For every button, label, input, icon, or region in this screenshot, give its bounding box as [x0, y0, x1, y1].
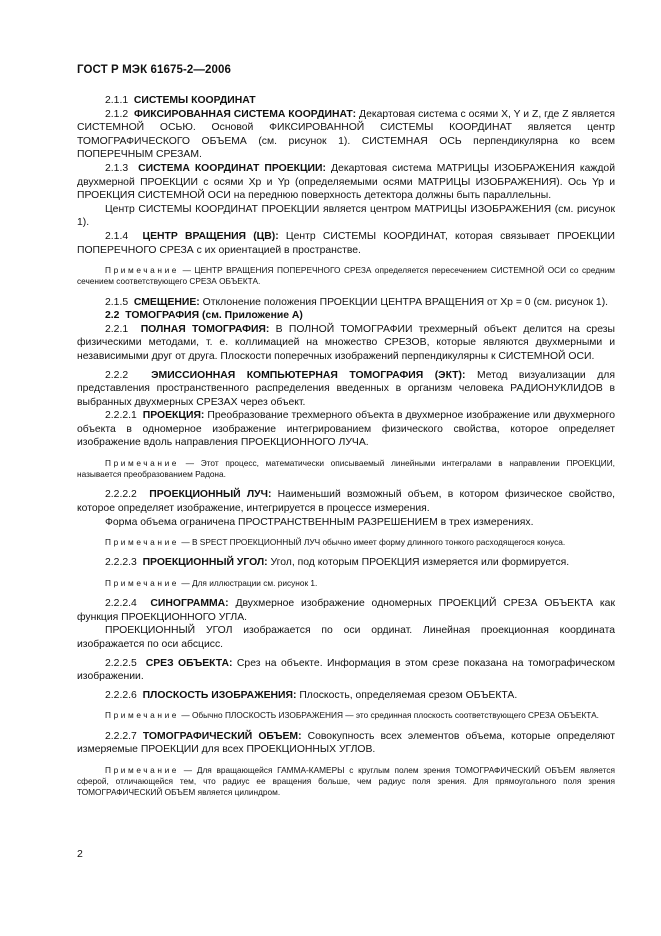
note-label: Примечание [105, 578, 180, 589]
clause-text: Отклонение положения ПРОЕКЦИИ ЦЕНТРА ВРАЩЕНИЯ от Xp = 0 (см. рисунок 1). [202, 296, 609, 308]
clause-number: 2.2 [105, 310, 120, 322]
clause-2-2-2-2 [77, 488, 615, 515]
clause-term: ТОМОГРАФИЧЕСКИЙ ОБЪЕМ: [142, 730, 302, 742]
clause-term: ПРОЕКЦИОННЫЙ УГОЛ: [142, 557, 268, 569]
clause-number: 2.2.2.5 [105, 657, 137, 669]
clause-2-1-3-continued: Центр СИСТЕМЫ КООРДИНАТ ПРОЕКЦИИ является центром МАТРИЦЫ ИЗОБРАЖЕНИЯ (см. рисунок 1). [77, 203, 615, 229]
clause-term: ПРОЕКЦИЯ: [142, 410, 205, 422]
note-label: Примечание [105, 764, 180, 775]
clause-number: 2.1.2 [105, 108, 129, 120]
clause-number: 2.2.2.2 [105, 489, 137, 501]
clause-number: 2.1.3 [105, 162, 129, 174]
note-text: — ЦЕНТР ВРАЩЕНИЯ ПОПЕРЕЧНОГО СРЕЗА определяется пересечением СИСТЕМНОЙ ОСИ со средним сечением соответствующего СРЕЗА ОБЪЕКТА. [77, 265, 615, 287]
clause-number: 2.2.2.3 [105, 557, 137, 569]
clause-2-2-1 [77, 323, 615, 364]
note-2-2-2-3 [77, 578, 615, 589]
clause-number: 2.2.2.4 [105, 598, 137, 610]
clause-2-2-2-4 [77, 597, 615, 624]
clause-term: СРЕЗ ОБЪЕКТА: [145, 657, 233, 669]
note-2-2-2-6 [77, 710, 615, 721]
page-number: 2 [77, 848, 83, 860]
note-text: — В SPECT ПРОЕКЦИОННЫЙ ЛУЧ обычно имеет форму длинного тонкого расходящегося конуса. [181, 537, 566, 548]
clause-text: В ПОЛНОЙ ТОМОГРАФИИ трехмерный объект делится на срезы физическими методами, т. е. коллимацией на множество СРЕЗОВ, которые являются двухмерными и независимыми друг от друга. Плоскости поперечных изображений перпендикулярны к СИСТЕМНОЙ ОСИ. [77, 323, 615, 362]
clause-term: СИСТЕМЫ КООРДИНАТ [133, 95, 256, 106]
clause-number: 2.2.2.1 [105, 410, 137, 422]
note-text: — Для иллюстрации см. рисунок 1. [181, 578, 318, 589]
clause-number: 2.2.1 [105, 323, 129, 335]
clause-2-1-1 [77, 94, 615, 108]
clause-text: Плоскость, определяемая срезом ОБЪЕКТА. [299, 689, 518, 701]
clause-2-2-2-2-continued: Форма объема ограничена ПРОСТРАНСТВЕННЫМ РАЗРЕШЕНИЕМ в трех измерениях. [105, 516, 534, 528]
clause-2-2-2-4-continued: ПРОЕКЦИОННЫЙ УГОЛ изображается по оси ординат. Линейная проекционная координата изображается по оси абсцисс. [77, 625, 615, 651]
clause-number: 2.2.2 [105, 369, 129, 381]
clause-2-2-2-1 [77, 409, 615, 450]
clause-text: Угол, под которым ПРОЕКЦИЯ измеряется или формируется. [270, 557, 570, 569]
note-text: — Этот процесс, математически описываемый линейными интегралами в направлении ПРОЕКЦИИ, называется преобразованием Радона. [77, 458, 615, 480]
note-text: — Обычно ПЛОСКОСТЬ ИЗОБРАЖЕНИЯ — это срединная плоскость соответствующего СРЕЗА ОБЪЕКТА. [181, 710, 599, 721]
note-text: — Для вращающейся ГАММА-КАМЕРЫ с круглым полем зрения ТОМОГРАФИЧЕСКИЙ ОБЪЕМ является сферой, отличающейся тем, что радиус ее вращения больше, чем радиус поля зрения. Для прямоугольного поля зрения ТОМОГРАФИЧЕСКИЙ ОБЪЕМ является цилиндром. [77, 764, 615, 798]
clause-text: Декартовая система с осями X, Y и Z, где Z является СИСТЕМНОЙ ОСЬЮ. Основой ФИКСИРОВАННОЙ СИСТЕМЫ КООРДИНАТ является центр ТОМОГРАФИЧЕСКОГО ОБЪЕМА (см. рисунок 1). СИСТЕМНАЯ ОСЬ перпендикулярна ко всем ПОПЕРЕЧНЫМ СРЕЗАМ. [77, 108, 615, 161]
note-2-1-4 [77, 265, 615, 287]
note-2-2-2-1 [77, 458, 615, 480]
clause-term: ФИКСИРОВАННАЯ СИСТЕМА КООРДИНАТ: [133, 108, 357, 120]
note-label: Примечание [105, 265, 180, 276]
document-body [77, 94, 615, 806]
clause-term: ПЛОСКОСТЬ ИЗОБРАЖЕНИЯ: [142, 689, 297, 701]
clause-2-2-2 [77, 369, 615, 410]
clause-2-1-2 [77, 108, 615, 162]
clause-text: Срез на объекте. Информация в этом срезе показана на томографическом изображении. [77, 657, 615, 683]
note-label: Примечание [105, 458, 180, 469]
clause-number: 2.2.2.6 [105, 689, 137, 701]
clause-text: Наименьший возможный объем, в котором физическое свойство, которое определяет изображение, интегрируется в процессе измерения. [77, 489, 615, 515]
clause-term: ПРОЕКЦИОННЫЙ ЛУЧ: [149, 489, 272, 501]
clause-number: 2.1.1 [105, 95, 129, 106]
clause-text: Двухмерное изображение одномерных ПРОЕКЦИЙ СРЕЗА ОБЪЕКТА как функция ПРОЕКЦИОННОГО УГЛА. [77, 598, 615, 623]
document-header: ГОСТ Р МЭК 61675-2—2006 [77, 64, 231, 76]
clause-text: Метод визуализации для представления пространственного распределения введенных в организм человека РАДИОНУКЛИДОВ в выбранных двухмерных СРЕЗАХ через объект. [77, 369, 615, 408]
clause-number: 2.2.2.7 [105, 730, 137, 742]
section-2-2 [77, 309, 615, 323]
clause-term: ЭМИССИОННАЯ КОМПЬЮТЕРНАЯ ТОМОГРАФИЯ (ЭКТ): [151, 369, 466, 381]
clause-term: ТОМОГРАФИЯ (см. Приложение А) [125, 310, 303, 322]
clause-number: 2.1.4 [105, 230, 129, 242]
note-label: Примечание [105, 537, 180, 548]
clause-term: СИСТЕМА КООРДИНАТ ПРОЕКЦИИ: [138, 162, 326, 174]
clause-text: Преобразование трехмерного объекта в двухмерное изображение или двухмерного объекта в одномерное изображение интегрированием физического свойства, которое определяет изображение вдоль направления ПРОЕКЦИОННОГО ЛУЧА. [77, 410, 616, 449]
note-label: Примечание [105, 710, 180, 721]
note-2-2-2-2 [77, 537, 615, 548]
clause-text: Центр СИСТЕМЫ КООРДИНАТ, которая связывает ПРОЕКЦИИ ПОПЕРЕЧНОГО СРЕЗА с их ориентацией в пространстве. [77, 230, 615, 256]
clause-2-1-4 [77, 230, 615, 257]
clause-text: Декартовая система МАТРИЦЫ ИЗОБРАЖЕНИЯ каждой двухмерной ПРОЕКЦИИ с осями Xp и Yp (определяемыми осями МАТРИЦЫ ИЗОБРАЖЕНИЯ). Ось Yp и ПРОЕКЦИЯ СИСТЕМНОЙ ОСИ на переднюю поверхность детектора должны быть параллельны. [77, 162, 616, 202]
clause-number: 2.1.5 [105, 296, 129, 308]
clause-term: ЦЕНТР ВРАЩЕНИЯ (ЦВ): [142, 230, 279, 242]
clause-text: Совокупность всех элементов объема, которые определяют измеряемые ПРОЕКЦИИ для всех ПРОЕКЦИОННЫХ УГЛОВ. [77, 730, 615, 756]
clause-2-2-2-7 [77, 730, 615, 757]
clause-2-1-5 [77, 296, 615, 310]
note-2-2-2-7 [77, 765, 615, 799]
clause-2-2-2-5 [77, 657, 615, 684]
clause-term: ПОЛНАЯ ТОМОГРАФИЯ: [140, 323, 270, 335]
clause-2-2-2-6 [77, 689, 615, 703]
clause-term: СМЕЩЕНИЕ: [133, 296, 200, 308]
clause-2-1-3 [77, 162, 615, 203]
clause-term: СИНОГРАММА: [150, 598, 229, 610]
clause-2-2-2-3 [77, 556, 615, 570]
